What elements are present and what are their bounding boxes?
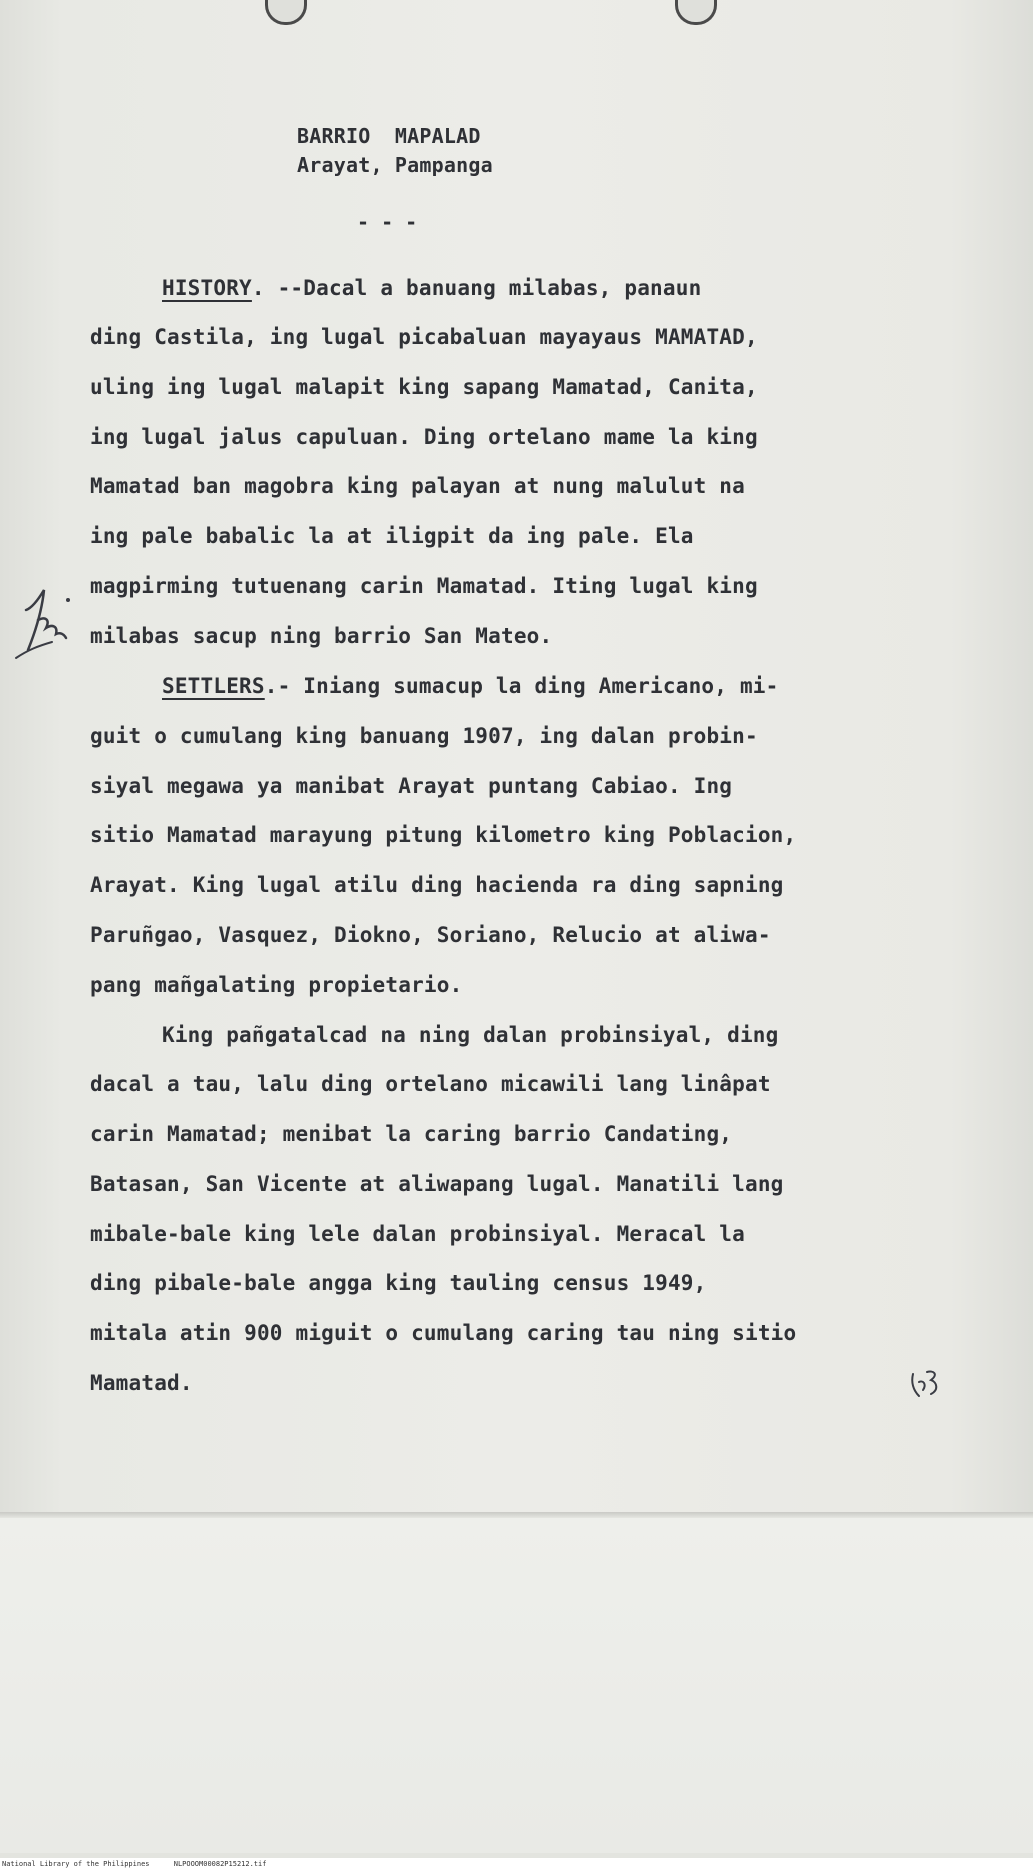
history-line: magpirming tutuenang carin Mamatad. Iting lugal king (90, 574, 758, 598)
punch-hole-right (675, 0, 717, 25)
history-line: ing lugal jalus capuluan. Ding ortelano mame la king (90, 425, 758, 449)
settlers-first-line (162, 671, 778, 701)
settlers-line: guit o cumulang king banuang 1907, ing dalan probin- (90, 724, 758, 748)
heading-divider: - - - (357, 210, 418, 234)
settlers-label: SETTLERS (162, 674, 265, 698)
scan-footer (0, 1858, 1033, 1871)
punch-hole-left (265, 0, 307, 25)
footer-source: National Library of the Philippines (2, 1860, 150, 1868)
settlers-line: Paruñgao, Vasquez, Diokno, Soriano, Relucio at aliwa- (90, 923, 771, 947)
paragraph-line: King pañgatalcad na ning dalan probinsiyal, ding (162, 1023, 779, 1047)
paragraph-line: mibale-bale king lele dalan probinsiyal. Meracal la (90, 1222, 745, 1246)
settlers-line: siyal megawa ya manibat Arayat puntang Cabiao. Ing (90, 774, 733, 798)
document-location: Arayat, Pampanga (297, 153, 493, 177)
settlers-line: sitio Mamatad marayung pitung kilometro king Poblacion, (90, 823, 797, 847)
history-first-line (162, 273, 701, 303)
settlers-line: Arayat. King lugal atilu ding hacienda ra ding sapning (90, 873, 784, 897)
history-line: uling ing lugal malapit king sapang Mamatad, Canita, (90, 375, 758, 399)
history-label: HISTORY (162, 276, 252, 300)
history-line: ing pale babalic la at iligpit da ing pale. Ela (90, 524, 694, 548)
history-line: ding Castila, ing lugal picabaluan mayayaus MAMATAD, (90, 325, 758, 349)
paragraph-line: ding pibale-bale angga king tauling census 1949, (90, 1271, 707, 1295)
paragraph-line: Batasan, San Vicente at aliwapang lugal. Manatili lang (90, 1172, 784, 1196)
handwritten-page-mark (905, 1362, 945, 1402)
paragraph-line: mitala atin 900 miguit o cumulang caring tau ning sitio (90, 1321, 797, 1345)
paragraph-line: dacal a tau, lalu ding ortelano micawili lang linâpat (90, 1072, 771, 1096)
settlers-line: pang mañgalating propietario. (90, 973, 463, 997)
settlers-line: .- Iniang sumacup la ding Americano, mi- (264, 674, 779, 698)
document-title: BARRIO MAPALAD (297, 124, 481, 148)
history-line: . --Dacal a banuang milabas, panaun (251, 276, 702, 300)
paragraph-line: Mamatad. (90, 1371, 193, 1395)
paragraph-line: carin Mamatad; menibat la caring barrio Candating, (90, 1122, 733, 1146)
backing-sheet (0, 1518, 1033, 1853)
footer-filename: NLPOOOM00082P15212.tif (173, 1860, 267, 1868)
handwritten-initials (8, 580, 78, 660)
history-line: Mamatad ban magobra king palayan at nung malulut na (90, 474, 745, 498)
history-line: milabas sacup ning barrio San Mateo. (90, 624, 553, 648)
